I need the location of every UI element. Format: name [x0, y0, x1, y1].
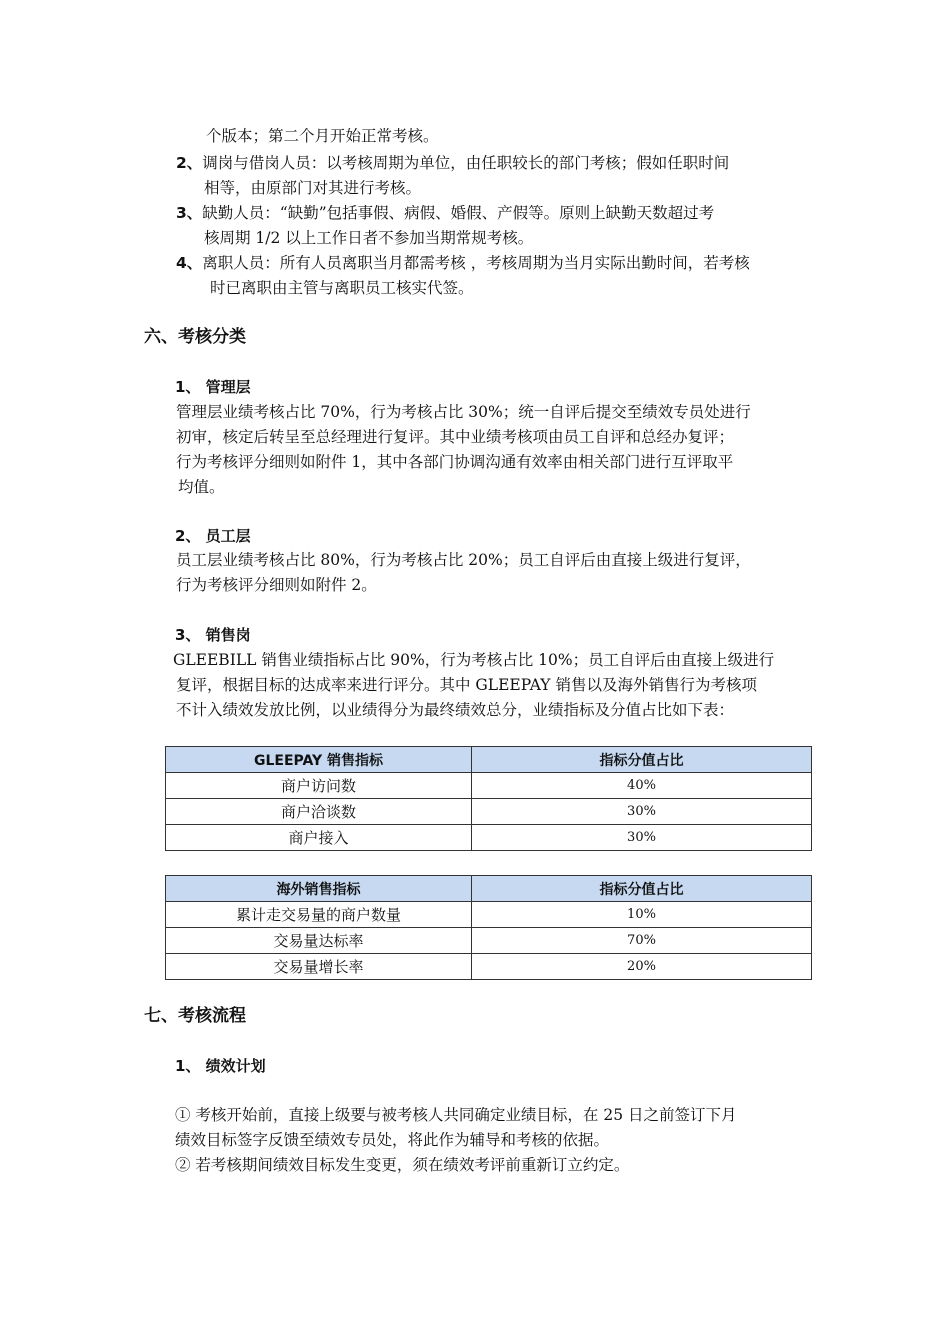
table-header-cell: 海外销售指标: [166, 876, 472, 902]
table-header-row: [166, 747, 812, 773]
table-row: [166, 825, 812, 851]
table-cell: 商户访问数: [166, 773, 472, 799]
table-row: [166, 799, 812, 825]
table-cell: 30%: [472, 825, 812, 851]
list-item-2-cont: 相等，由原部门对其进行考核。: [204, 179, 422, 197]
table-cell: 商户接入: [166, 825, 472, 851]
table-cell: 累计走交易量的商户数量: [166, 902, 472, 928]
mgmt-line-4: 均值。: [178, 478, 225, 496]
table-cell: 交易量增长率: [166, 954, 472, 980]
list-text: 调岗与借岗人员：以考核周期为单位，由任职较长的部门考核；假如任职时间: [202, 154, 730, 172]
intro-line-0: 个版本；第二个月开始正常考核。: [206, 127, 439, 145]
list-item-4: [176, 253, 750, 273]
table-cell: 20%: [472, 954, 812, 980]
list-number: 2、: [176, 154, 203, 172]
table-cell: 商户洽谈数: [166, 799, 472, 825]
list-item-2: [176, 153, 729, 173]
mgmt-line-3: 行为考核评分细则如附件 1，其中各部门协调沟通有效率由相关部门进行互评取平: [176, 453, 734, 471]
subsection-plan-title: 1、 绩效计划: [175, 1057, 266, 1075]
table-row: [166, 928, 812, 954]
table-cell: 交易量达标率: [166, 928, 472, 954]
list-text: 离职人员：所有人员离职当月都需考核 ，考核周期为当月实际出勤时间，若考核: [202, 254, 750, 272]
section-6-title: 六、考核分类: [144, 327, 246, 347]
table-cell: 10%: [472, 902, 812, 928]
list-text: 缺勤人员：“缺勤”包括事假、病假、婚假、产假等。原则上缺勤天数超过考: [202, 204, 715, 222]
staff-line-1: 员工层业绩考核占比 80%，行为考核占比 20%；员工自评后由直接上级进行复评，: [176, 551, 751, 569]
table-cell: 70%: [472, 928, 812, 954]
sales-line-2: 复评，根据目标的达成率来进行评分。其中 GLEEPAY 销售以及海外销售行为考核项: [176, 676, 757, 694]
list-item-3-cont: 核周期 1/2 以上工作日者不参加当期常规考核。: [204, 229, 534, 247]
plan-line-3: ② 若考核期间绩效目标发生变更，须在绩效考评前重新订立约定。: [175, 1156, 630, 1174]
table-row: [166, 902, 812, 928]
list-item-4-cont: 时已离职由主管与离职员工核实代签。: [210, 279, 474, 297]
mgmt-line-2: 初审，核定后转呈至总经理进行复评。其中业绩考核项由员工自评和总经办复评；: [176, 428, 735, 446]
table-header-cell: 指标分值占比: [472, 876, 812, 902]
table-header-cell: 指标分值占比: [472, 747, 812, 773]
table-header-row: [166, 876, 812, 902]
list-item-3: [176, 203, 714, 223]
subsection-management-title: 1、 管理层: [175, 378, 251, 396]
list-number: 4、: [176, 254, 203, 272]
gleepay-kpi-table: [165, 746, 812, 851]
overseas-kpi-table: [165, 875, 812, 980]
table-row: [166, 954, 812, 980]
sales-line-1: GLEEBILL 销售业绩指标占比 90%，行为考核占比 10%；员工自评后由直接上级进行: [173, 651, 775, 669]
sales-line-3: 不计入绩效发放比例，以业绩得分为最终绩效总分，业绩指标及分值占比如下表：: [176, 701, 735, 719]
table-cell: 30%: [472, 799, 812, 825]
subsection-staff-title: 2、 员工层: [175, 527, 251, 545]
table-row: [166, 773, 812, 799]
staff-line-2: 行为考核评分细则如附件 2。: [176, 576, 377, 594]
table-cell: 40%: [472, 773, 812, 799]
section-7-title: 七、考核流程: [144, 1006, 246, 1026]
mgmt-line-1: 管理层业绩考核占比 70%，行为考核占比 30%；统一自评后提交至绩效专员处进行: [176, 403, 751, 421]
plan-line-1: ① 考核开始前，直接上级要与被考核人共同确定业绩目标，在 25 日之前签订下月: [175, 1106, 737, 1124]
subsection-sales-title: 3、 销售岗: [175, 626, 251, 644]
table-header-cell: GLEEPAY 销售指标: [166, 747, 472, 773]
list-number: 3、: [176, 204, 203, 222]
plan-line-2: 绩效目标签字反馈至绩效专员处，将此作为辅导和考核的依据。: [175, 1131, 610, 1149]
